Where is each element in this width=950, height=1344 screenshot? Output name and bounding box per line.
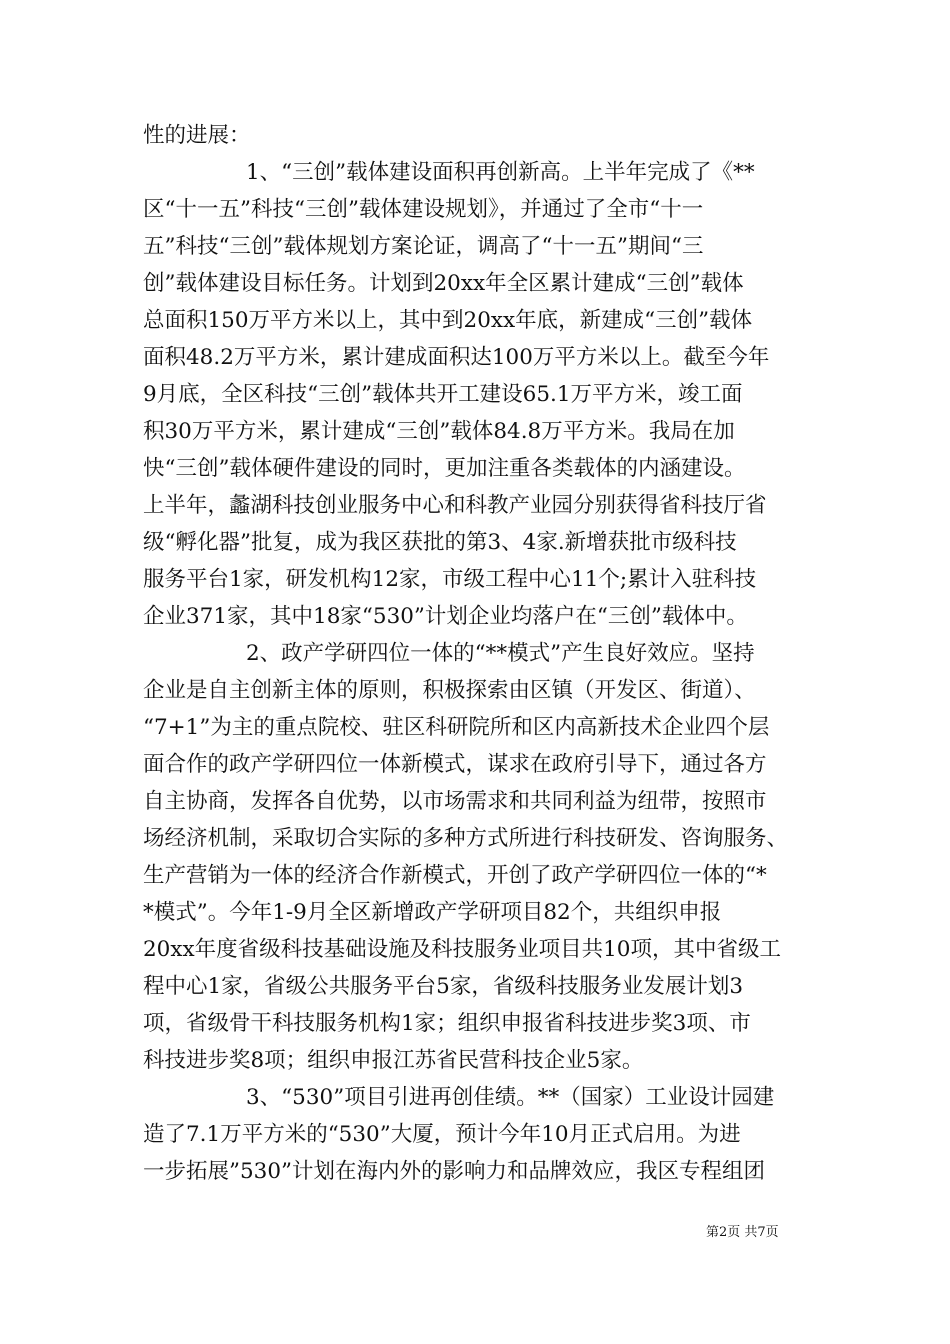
paragraph-2-start: 2、政产学研四位一体的“**模式”产生良好效应。坚持 — [246, 641, 755, 666]
text-line: *模式”。今年1-9月全区新增政产学研项目82个，共组织申报 — [143, 900, 722, 925]
text-line: 总面积150万平方米以上，其中到20xx年底，新建成“三创”载体 — [143, 308, 753, 333]
text-line: 创”载体建设目标任务。计划到20xx年全区累计建成“三创”载体 — [143, 271, 744, 296]
text-line: 项，省级骨干科技服务机构1家；组织申报省科技进步奖3项、市 — [143, 1011, 751, 1036]
text-line: “7+1”为主的重点院校、驻区科研院所和区内高新技术企业四个层 — [143, 715, 770, 740]
text-line: 企业是自主创新主体的原则，积极探索由区镇（开发区、街道）、 — [143, 678, 756, 703]
text-line: 面积48.2万平方米，累计建成面积达100万平方米以上。截至今年 — [143, 345, 770, 370]
text-line: 上半年，蠡湖科技创业服务中心和科教产业园分别获得省科技厅省 — [143, 493, 767, 518]
text-line: 20xx年度省级科技基础设施及科技服务业项目共10项，其中省级工 — [143, 937, 781, 962]
text-line: 快“三创”载体硬件建设的同时，更加注重各类载体的内涵建设。 — [143, 456, 746, 481]
text-line: 科技进步奖8项；组织申报江苏省民营科技企业5家。 — [143, 1048, 644, 1073]
text-line: 9月底，全区科技“三创”载体共开工建设65.1万平方米，竣工面 — [143, 382, 743, 407]
paragraph-3-start: 3、“530”项目引进再创佳绩。**（国家）工业设计园建 — [246, 1085, 775, 1110]
text-line: 面合作的政产学研四位一体新模式，谋求在政府引导下，通过各方 — [143, 752, 767, 777]
text-line: 造了7.1万平方米的“530”大厦，预计今年10月正式启用。为进 — [143, 1122, 741, 1147]
text-line: 自主协商，发挥各自优势，以市场需求和共同利益为纽带，按照市 — [143, 789, 767, 814]
page-number-footer: 第2页 共7页 — [706, 1225, 779, 1240]
text-line: 区“十一五”科技“三创”载体建设规划》，并通过了全市“十一 — [143, 197, 704, 222]
text-line: 积30万平方米，累计建成“三创”载体84.8万平方米。我局在加 — [143, 419, 735, 444]
text-line: 企业371家，其中18家“530”计划企业均落户在“三创”载体中。 — [143, 604, 748, 629]
text-line: 级“孵化器”批复，成为我区获批的第3、4家.新增获批市级科技 — [143, 530, 737, 555]
text-line: 服务平台1家，研发机构12家，市级工程中心11个;累计入驻科技 — [143, 567, 757, 592]
text-line: 性的进展： — [143, 123, 251, 148]
text-line: 程中心1家，省级公共服务平台5家，省级科技服务业发展计划3 — [143, 974, 744, 999]
text-line: 场经济机制，采取切合实际的多种方式所进行科技研发、咨询服务、 — [143, 826, 789, 851]
text-line: 五”科技“三创”载体规划方案论证，调高了“十一五”期间“三 — [143, 234, 704, 259]
paragraph-1-start: 1、“三创”载体建设面积再创新高。上半年完成了《** — [246, 160, 755, 185]
text-line: 一步拓展”530”计划在海内外的影响力和品牌效应，我区专程组团 — [143, 1159, 766, 1184]
text-line: 生产营销为一体的经济合作新模式，开创了政产学研四位一体的“* — [143, 863, 767, 888]
